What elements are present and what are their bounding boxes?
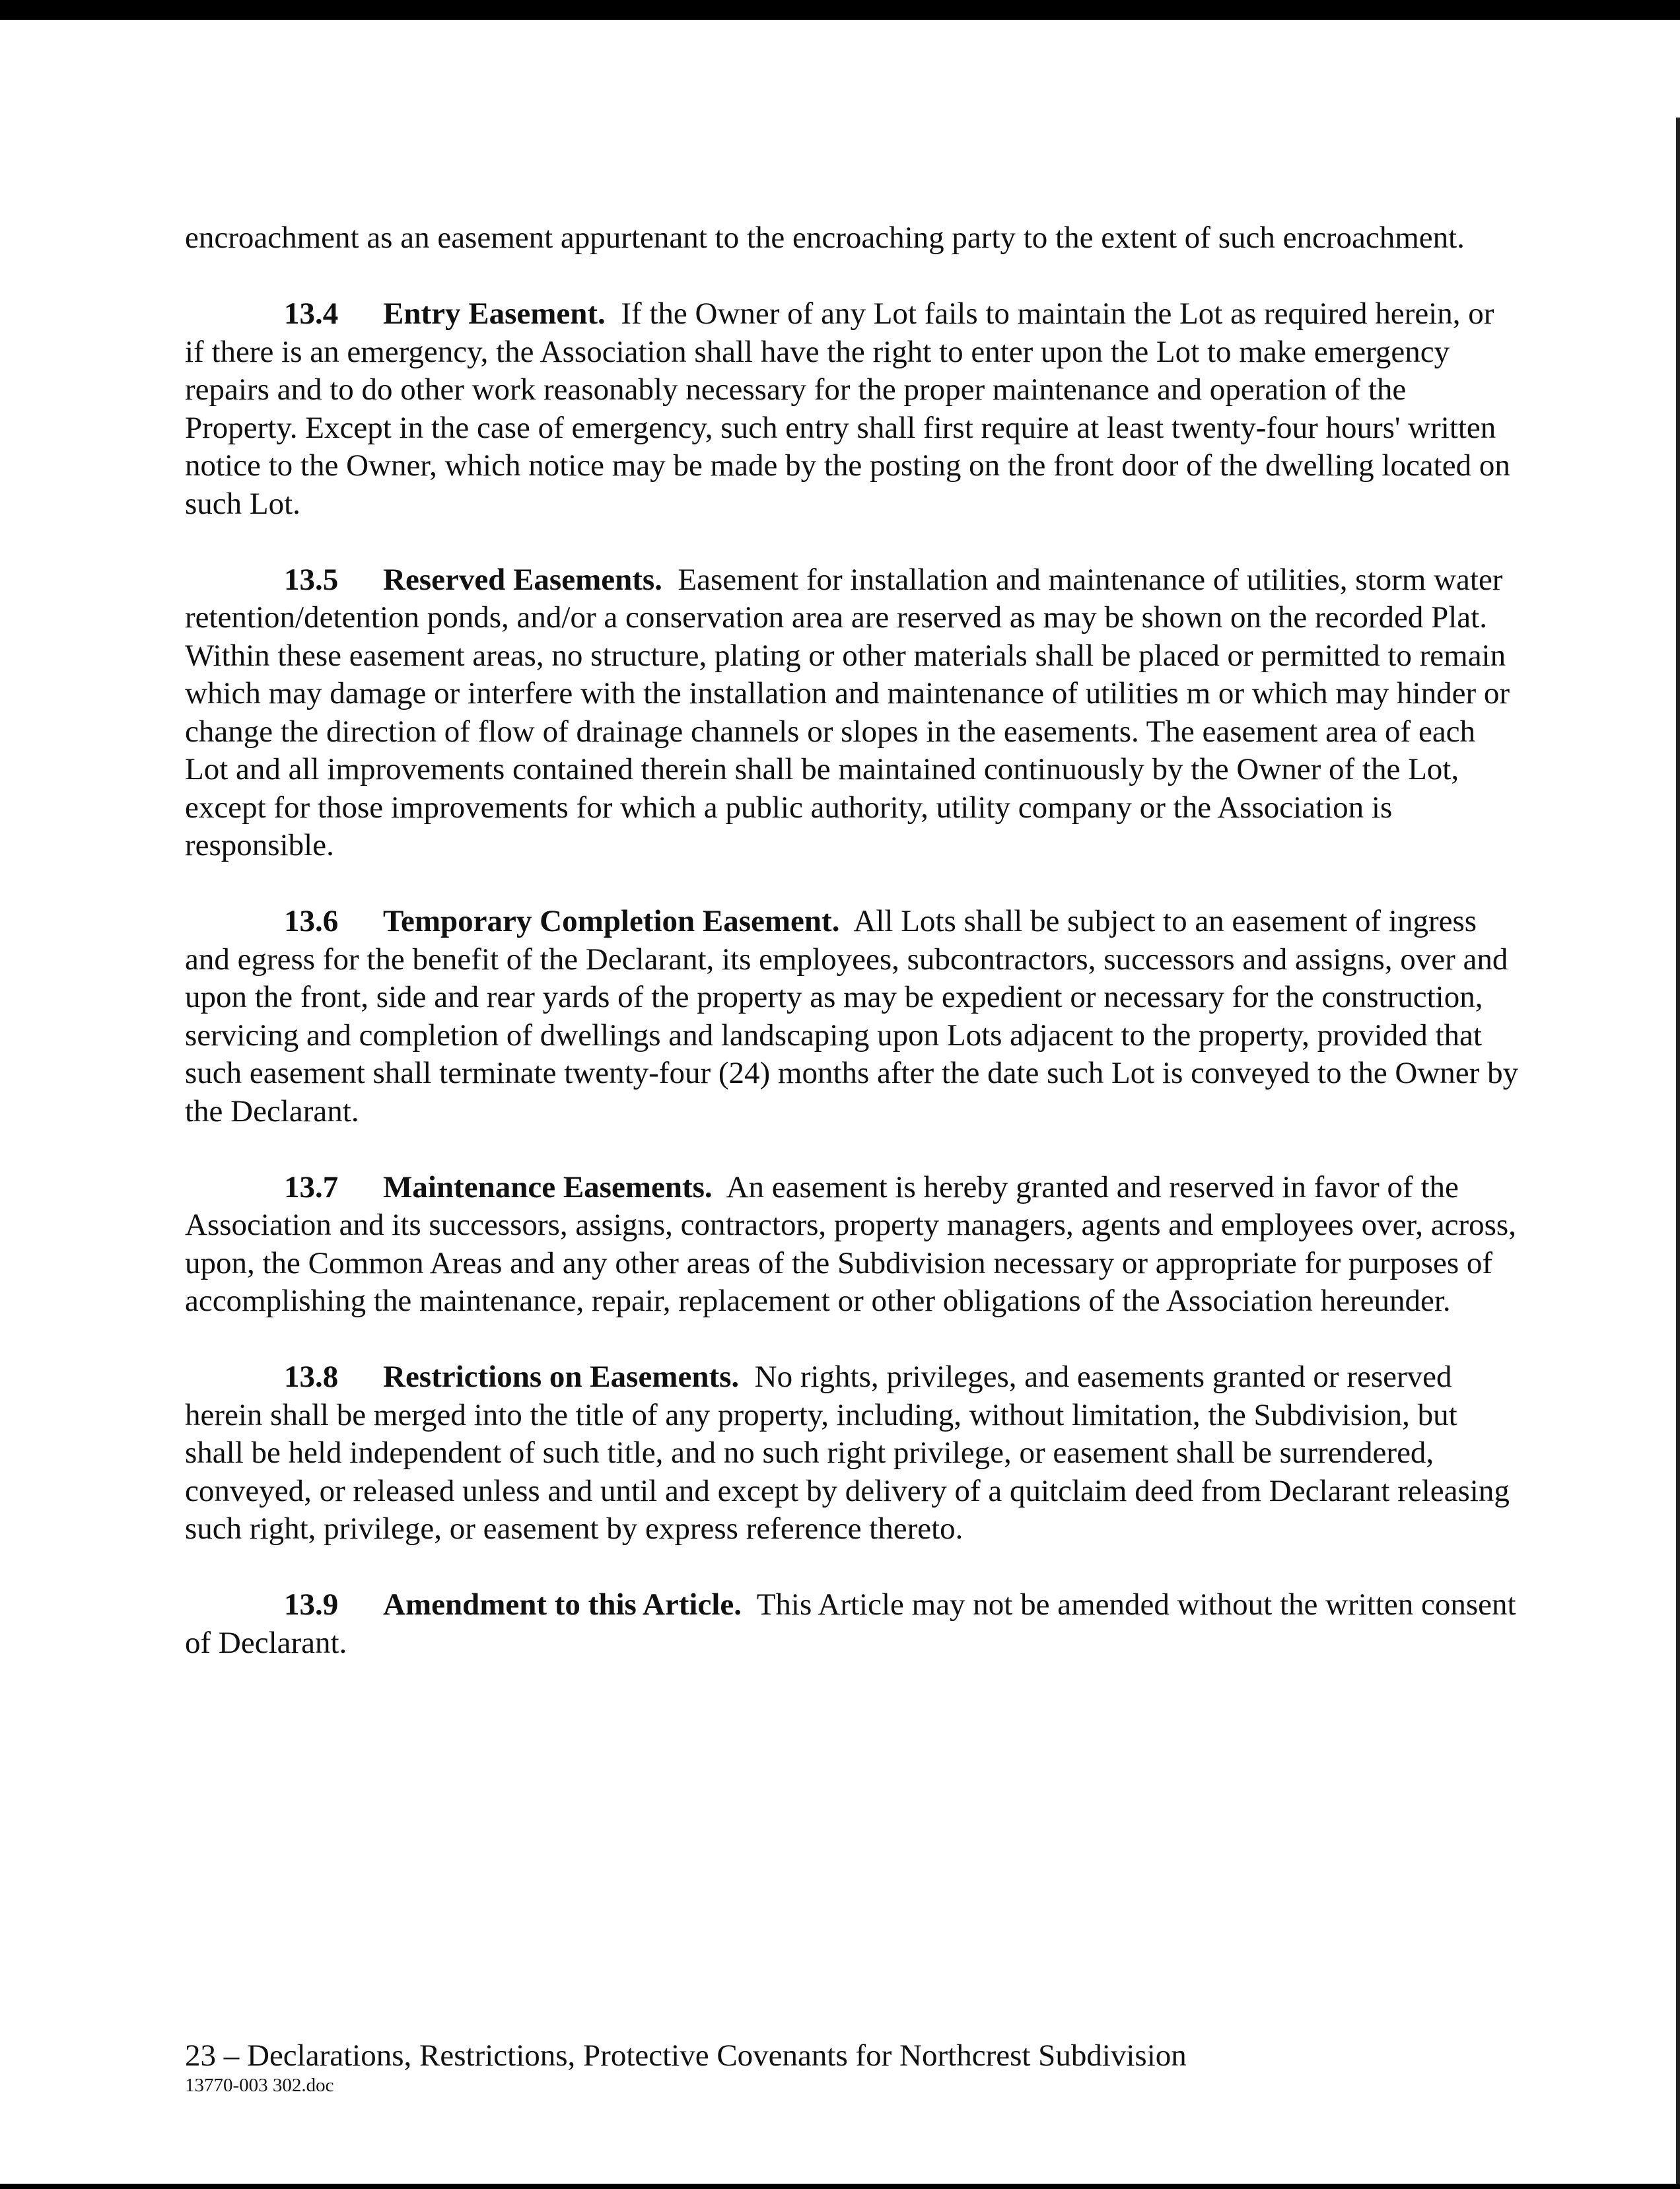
section-13-6: [185, 903, 1519, 1130]
section-13-9: [185, 1586, 1519, 1662]
section-number: 13.9: [284, 1587, 339, 1622]
page-body: [185, 219, 1519, 1700]
section-text: Easement for installation and maintenance of utilities, storm water retention/detention ponds, and/or a conservation area are reserved as may be shown on the recorded Plat. Within these easement areas, no structure, plating or other materials shall be placed or permitted to remain which may damage or interfere with the installation and maintenance of utilities m or which may hinder or change the direction of flow of drainage channels or slopes in the easements. The easement area of each Lot and all improvements contained therein shall be maintained continuously by the Owner of the Lot, except for those improvements for which a public authority, utility company or the Association is responsible.: [185, 562, 1510, 862]
section-13-4: [185, 295, 1519, 523]
continuation-paragraph: encroachment as an easement appurtenant to the encroaching party to the extent of such encroachment.: [185, 221, 1465, 255]
footer-title: 23 – Declarations, Restrictions, Protective Covenants for Northcrest Subdivision: [185, 2038, 1187, 2073]
section-text: All Lots shall be subject to an easement of ingress and egress for the benefit of the Declarant, its employees, subcontractors, successors and assigns, over and upon the front, side and rear yards of the property as may be expedient or necessary for the construction, servicing and completion of dwellings and landscaping upon Lots adjacent to the property, provided that such easement shall terminate twenty-four (24) months after the date such Lot is conveyed to the Owner by the Declarant.: [185, 904, 1519, 1129]
section-13-7: [185, 1169, 1519, 1321]
section-title: Amendment to this Article.: [383, 1587, 742, 1622]
footer-doc-id: 13770-003 302.doc: [185, 2075, 334, 2096]
section-title: Entry Easement.: [383, 296, 606, 331]
section-number: 13.8: [284, 1360, 339, 1394]
scan-border-top: [0, 0, 1680, 20]
section-text: If the Owner of any Lot fails to maintain the Lot as required herein, or if there is an emergency, the Association shall have the right to enter upon the Lot to make emergency repairs and to do other work reasonably necessary for the proper maintenance and operation of the Property. Except in the case of emergency, such entry shall first require at least twenty-four hours' written notice to the Owner, which notice may be made by the posting on the front door of the dwelling located on such Lot.: [185, 296, 1510, 521]
section-text: An easement is hereby granted and reserved in favor of the Association and its successors, assigns, contractors, property managers, agents and employees over, across, upon, the Common Areas and any other areas of the Subdivision necessary or appropriate for purposes of accomplishing the maintenance, repair, replacement or other obligations of the Association hereunder.: [185, 1169, 1516, 1318]
section-title: Maintenance Easements.: [383, 1169, 713, 1204]
section-text: No rights, privileges, and easements granted or reserved herein shall be merged into the title of any property, including, without limitation, the Subdivision, but shall be held independent of such title, and no such right privilege, or easement shall be surrendered, conveyed, or released unless and until and except by delivery of a quitclaim deed from Declarant releasing such right, privilege, or easement by express reference thereto.: [185, 1360, 1510, 1546]
section-title: Restrictions on Easements.: [383, 1360, 740, 1394]
section-title: Temporary Completion Easement.: [383, 904, 840, 938]
section-number: 13.6: [284, 904, 339, 938]
section-13-8: [185, 1358, 1519, 1548]
section-number: 13.5: [284, 562, 339, 597]
section-text: This Article may not be amended without the written consent of Declarant.: [185, 1587, 1516, 1660]
scan-border-right: [1676, 118, 1680, 2184]
section-number: 13.7: [284, 1169, 339, 1204]
section-13-5: [185, 561, 1519, 865]
scan-border-bottom: [0, 2184, 1680, 2189]
section-title: Reserved Easements.: [383, 562, 662, 597]
section-number: 13.4: [284, 296, 339, 331]
page-footer: [185, 2037, 1506, 2097]
